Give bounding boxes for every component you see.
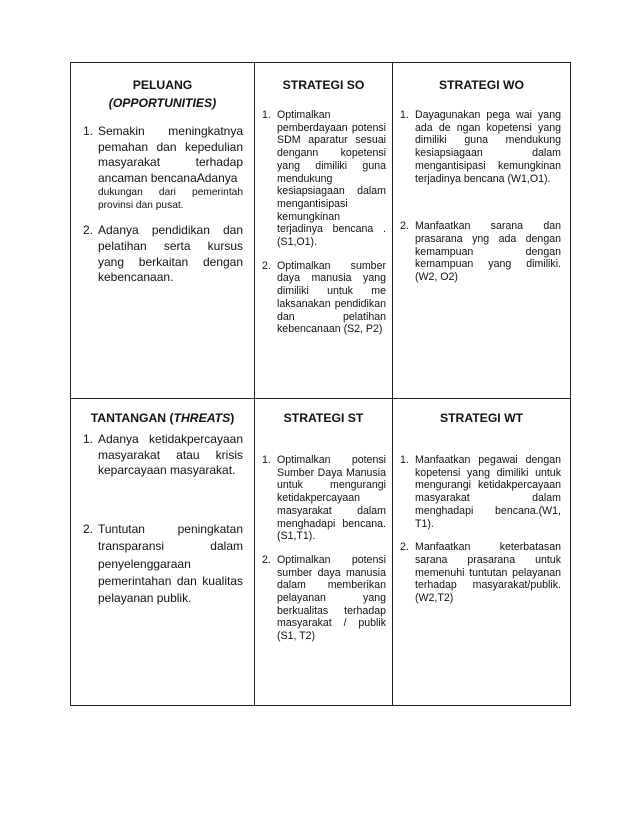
list-item: 2. Optimalkan potensi sumber daya manusia dalam memberikan pelayanan yang berkualitas terhadap masyarakat / publik (S1, T2) (262, 553, 386, 643)
swot-strategy-matrix (70, 62, 567, 707)
list-item: 1. Optimalkan pemberdayaan potensi SDM aparatur sesuai dengann kopetensi yang dimiliki guna mendukung kesiapsiagaan dalam mengantisipasi kemungkinan terjadinya bencana . (S1,O1). (262, 109, 386, 249)
threats-row (71, 399, 571, 706)
opportunities-cell (71, 63, 255, 399)
list-item: 1. Optimalkan potensi Sumber Daya Manusia untuk mengurangi ketidakpercayaan masyarakat dalam menghadapi bencana. (S1,T1). (262, 454, 386, 543)
opportunities-list (83, 124, 243, 286)
strategy-so-cell (255, 63, 393, 399)
list-item: 2. Manfaatkan sarana dan prasarana yng ada dengan kemampuan dengan kemampuan yang dimiliki. (W2, O2) (400, 220, 561, 284)
list-item: 2. Optimalkan sumber daya manusia yang dimiliki untuk me laksanakan pendidikan dan pelatihan kebencanaan (S2, P2) (262, 259, 386, 336)
list-item: 1. Manfaatkan pegawai dengan kopetensi yang dimiliki untuk mengurangi ketidakpercayaan masyarakat dalam menghadapi bencana.(W1, T1). (400, 454, 561, 530)
threats-list (83, 432, 243, 608)
list-item: 1. Dayagunakan pega wai yang ada de ngan kopetensi yang dimiliki guna mendukung kesiapsiagaan dalam mengantisipasi kemungkinan terjadinya bencana (W1,O1). (400, 109, 561, 185)
strategy-so-list (262, 109, 386, 336)
list-item: 2. Adanya pendidikan dan pelatihan serta kursus yang berkaitan dengan kebencanaan. (83, 223, 243, 285)
list-item: 2. Manfaatkan keterbatasan sarana prasarana untuk memenuhi tuntutan pelayanan terhadap masyarakat/publik. (W2,T2) (400, 541, 561, 605)
strategy-wt-list (400, 454, 561, 605)
swot-table (70, 62, 571, 706)
threats-title: TANTANGAN (THREATS) (90, 411, 235, 425)
opportunities-subtitle: (OPPORTUNITIES) (108, 96, 217, 110)
strategy-wo-list (400, 109, 561, 284)
opportunities-row (71, 63, 571, 399)
list-item: 2. Tuntutan peningkatan transparansi dalam penyelenggaraan pemerintahan dan kualitas pelayanan publik. (83, 521, 243, 606)
list-item: 1. Adanya ketidakpercayaan masyarakat atau krisis keparcayaan masyarakat. (83, 432, 243, 478)
strategy-so-title: STRATEGI SO (282, 78, 365, 92)
strategy-st-title: STRATEGI ST (283, 411, 364, 425)
threats-cell (71, 399, 255, 706)
strategy-st-cell (255, 399, 393, 706)
strategy-st-list (262, 454, 386, 643)
strategy-wt-cell (393, 399, 571, 706)
strategy-wt-title: STRATEGI WT (439, 411, 524, 425)
strategy-wo-title: STRATEGI WO (438, 78, 525, 92)
opportunities-title: PELUANG (132, 78, 193, 92)
strategy-wo-cell (393, 63, 571, 399)
list-item: 1. Semakin meningkatnya pemahan dan kepedulian masyarakat terhadap ancaman bencanaAdanya dukungan dari pemerintah provinsi dan pusat. (83, 124, 243, 212)
